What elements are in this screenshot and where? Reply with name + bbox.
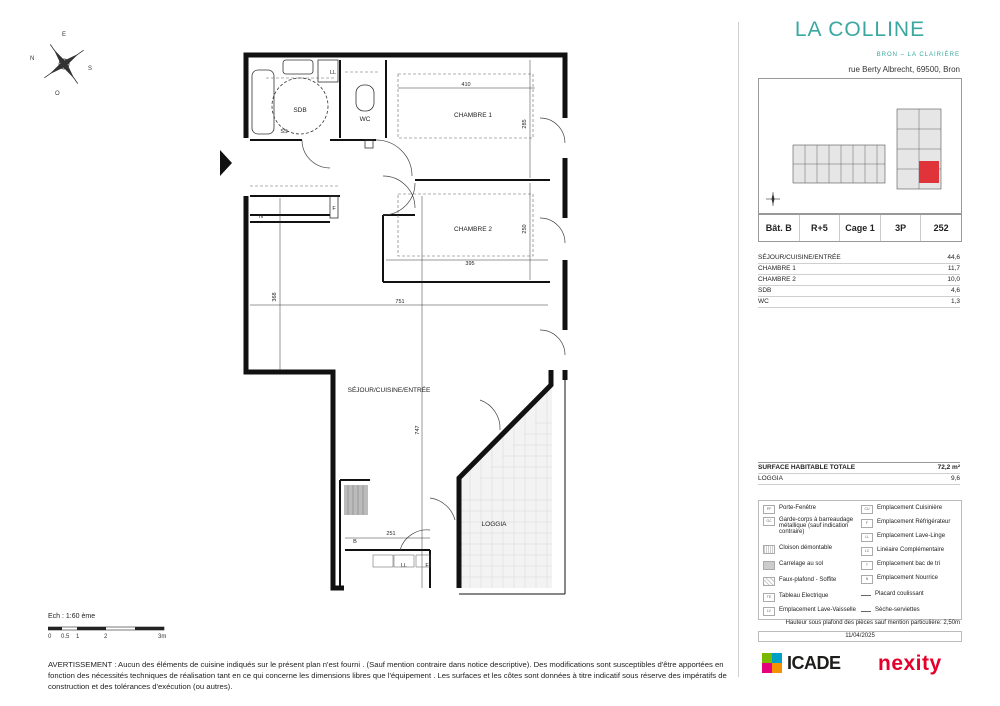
icade-name: ICADE	[787, 652, 841, 673]
legend-label: Carrelage au sol	[779, 561, 824, 567]
area-table	[758, 253, 960, 308]
legend-label: Emplacement Cuisinière	[877, 505, 943, 511]
key-plan	[758, 78, 962, 214]
area-row	[758, 297, 960, 308]
scale-tick-4: 3m	[158, 634, 167, 640]
tag-n: N	[259, 214, 263, 220]
legend-item	[861, 575, 959, 584]
legend-item	[763, 577, 858, 586]
legend-symbol: GC	[763, 517, 775, 526]
area-row	[758, 264, 960, 275]
lot-building: Bât. B	[759, 215, 800, 241]
loggia-label: LOGGIA	[758, 475, 783, 482]
entrance-arrow-icon	[220, 150, 232, 176]
legend-symbol	[763, 545, 775, 554]
legend-item	[763, 561, 858, 570]
legend-symbol	[861, 611, 871, 612]
scale-label: Ech : 1:60 ème	[48, 613, 96, 620]
legend-item	[861, 591, 959, 597]
legend-item	[861, 533, 959, 542]
legend-item	[763, 505, 858, 514]
compass-s: S	[88, 66, 93, 72]
scale	[48, 613, 173, 641]
legend-item	[861, 505, 959, 514]
legend-label: Faux-plafond - Soffite	[779, 577, 837, 583]
legend-item	[861, 547, 959, 556]
panel-divider	[738, 22, 739, 677]
legend-label: Porte-Fenêtre	[779, 505, 817, 511]
dim-285: 285	[522, 119, 528, 129]
legend-symbol	[861, 595, 871, 596]
area-name: SÉJOUR/CUISINE/ENTRÉE	[758, 254, 841, 261]
legend-item	[861, 519, 959, 528]
legend-symbol: PF	[763, 505, 775, 514]
area-value: 11,7	[947, 265, 960, 272]
area-value: 4,6	[950, 287, 960, 294]
area-name: WC	[758, 298, 769, 305]
legend-label: Emplacement Lave-Vaisselle	[779, 607, 856, 613]
compass-o: O	[55, 91, 60, 97]
dim-250: 250	[522, 224, 528, 234]
nexity-logo: nexity	[878, 652, 942, 675]
legend-symbol	[763, 561, 775, 570]
lot-number: 252	[933, 223, 949, 233]
compass-e: E	[62, 32, 67, 38]
loggia-value: 9,6	[950, 475, 960, 482]
area-value: 10,0	[947, 276, 960, 283]
loggia-row	[758, 474, 960, 485]
legend-symbol	[763, 577, 775, 586]
dim-368: 368	[272, 292, 278, 302]
legend-label: Emplacement Réfrigérateur	[877, 519, 951, 525]
scale-tick-1: 0.5	[61, 634, 70, 640]
brand-logo: LA COLLINE	[794, 18, 926, 41]
legend-label: Tableau Electrique	[779, 593, 829, 599]
legend-item	[861, 607, 959, 613]
legend-label: Linéaire Complémentaire	[877, 547, 945, 553]
legend-label: Cloison démontable	[779, 545, 833, 551]
legend-item	[763, 517, 858, 535]
scale-tick-0: 0	[48, 634, 52, 640]
dim-395: 395	[465, 261, 475, 267]
dim-751: 751	[395, 299, 405, 305]
legend-label: Emplacement Lave-Linge	[877, 533, 946, 539]
legend-item	[763, 607, 873, 616]
scale-bar	[48, 625, 173, 641]
area-row	[758, 253, 960, 264]
area-name: CHAMBRE 2	[758, 276, 796, 283]
legend	[758, 500, 962, 620]
legend-symbol: T	[861, 561, 873, 570]
dim-410: 410	[461, 82, 471, 88]
legend-symbol: LV	[763, 607, 775, 616]
area-name: SDB	[758, 287, 772, 294]
area-value: 1,3	[950, 298, 960, 305]
area-row	[758, 275, 960, 286]
dim-251: 251	[386, 531, 396, 537]
plan-date: 11/04/2025	[758, 631, 962, 642]
area-row	[758, 286, 960, 297]
legend-symbol: TE	[763, 593, 775, 602]
legend-symbol: F	[861, 519, 873, 528]
scale-tick-3: 2	[104, 634, 108, 640]
tag-ss: SS	[280, 129, 288, 135]
dim-747: 747	[415, 425, 421, 435]
room-label-ch2: CHAMBRE 2	[454, 226, 492, 233]
address: rue Berty Albrecht, 69500, Bron	[848, 65, 960, 74]
icade-logo	[760, 650, 841, 676]
key-plan-compass-icon	[766, 192, 780, 206]
tag-ll-kitchen: LL	[400, 563, 408, 569]
total-area	[758, 462, 960, 485]
area-name: CHAMBRE 1	[758, 265, 796, 272]
icade-logo-icon	[760, 651, 784, 675]
loggia-tiles	[459, 385, 552, 588]
total-row	[758, 462, 960, 474]
legend-label: Sèche-serviettes	[875, 607, 920, 613]
legend-symbol: LL	[861, 533, 873, 542]
legend-label: Garde-corps à barreaudage métallique (sauf indication contraire)	[779, 517, 854, 535]
warning-text: AVERTISSEMENT : Aucun des éléments de cuisine indiqués sur le présent plan n'est fourni . (Sauf mention contraire dans notice descriptive). Des modifications sont susceptibles d'être apportées en fonction des nécessités techniques de réalisation tant en ce qui concerne les dimensions libres que l'équipement . Les surfaces et les côtes sont données à titre indicatif sous réserve des impératifs de construction et des tolérances d'exécution (ou autres).	[48, 660, 727, 691]
brand-subtitle: BRON – LA CLAIRIÈRE	[876, 52, 960, 58]
tag-f-kitchen: F	[425, 563, 429, 569]
lot-info	[758, 214, 962, 242]
legend-item	[763, 593, 858, 602]
compass-n: N	[30, 56, 35, 62]
room-label-sdb: SDB	[293, 107, 307, 114]
compass-icon	[31, 31, 98, 98]
room-label-wc: WC	[359, 116, 371, 123]
tag-b: B	[353, 539, 357, 545]
tag-f: F	[332, 206, 336, 212]
lot-stair: Cage 1	[840, 215, 881, 241]
ceiling-note: Hauteur sous plafond des pièces sauf mention particulière: 2,50m	[785, 620, 960, 626]
legend-label: Placard coulissant	[875, 591, 924, 597]
room-label-loggia: LOGGIA	[481, 521, 507, 528]
room-label-sejour: SÉJOUR/CUISINE/ENTRÉE	[347, 387, 431, 394]
key-plan-drawing	[759, 79, 961, 213]
legend-label: Emplacement Nourrice	[877, 575, 939, 581]
room-label-ch1: CHAMBRE 1	[454, 112, 492, 119]
legend-item	[763, 545, 858, 554]
total-label: SURFACE HABITABLE TOTALE	[758, 464, 856, 471]
legend-item	[861, 561, 959, 570]
total-value: 72,2 m²	[937, 464, 960, 471]
legend-symbol: N	[861, 575, 873, 584]
legend-symbol: LC	[861, 547, 873, 556]
tag-ll-sdb: LL	[329, 70, 337, 76]
legend-label: Emplacement bac de tri	[877, 561, 941, 567]
lot-floor: R+5	[800, 215, 841, 241]
area-value: 44,6	[947, 254, 960, 261]
legend-symbol: CU	[861, 505, 873, 514]
scale-tick-2: 1	[76, 634, 80, 640]
lot-type: 3P	[881, 215, 922, 241]
